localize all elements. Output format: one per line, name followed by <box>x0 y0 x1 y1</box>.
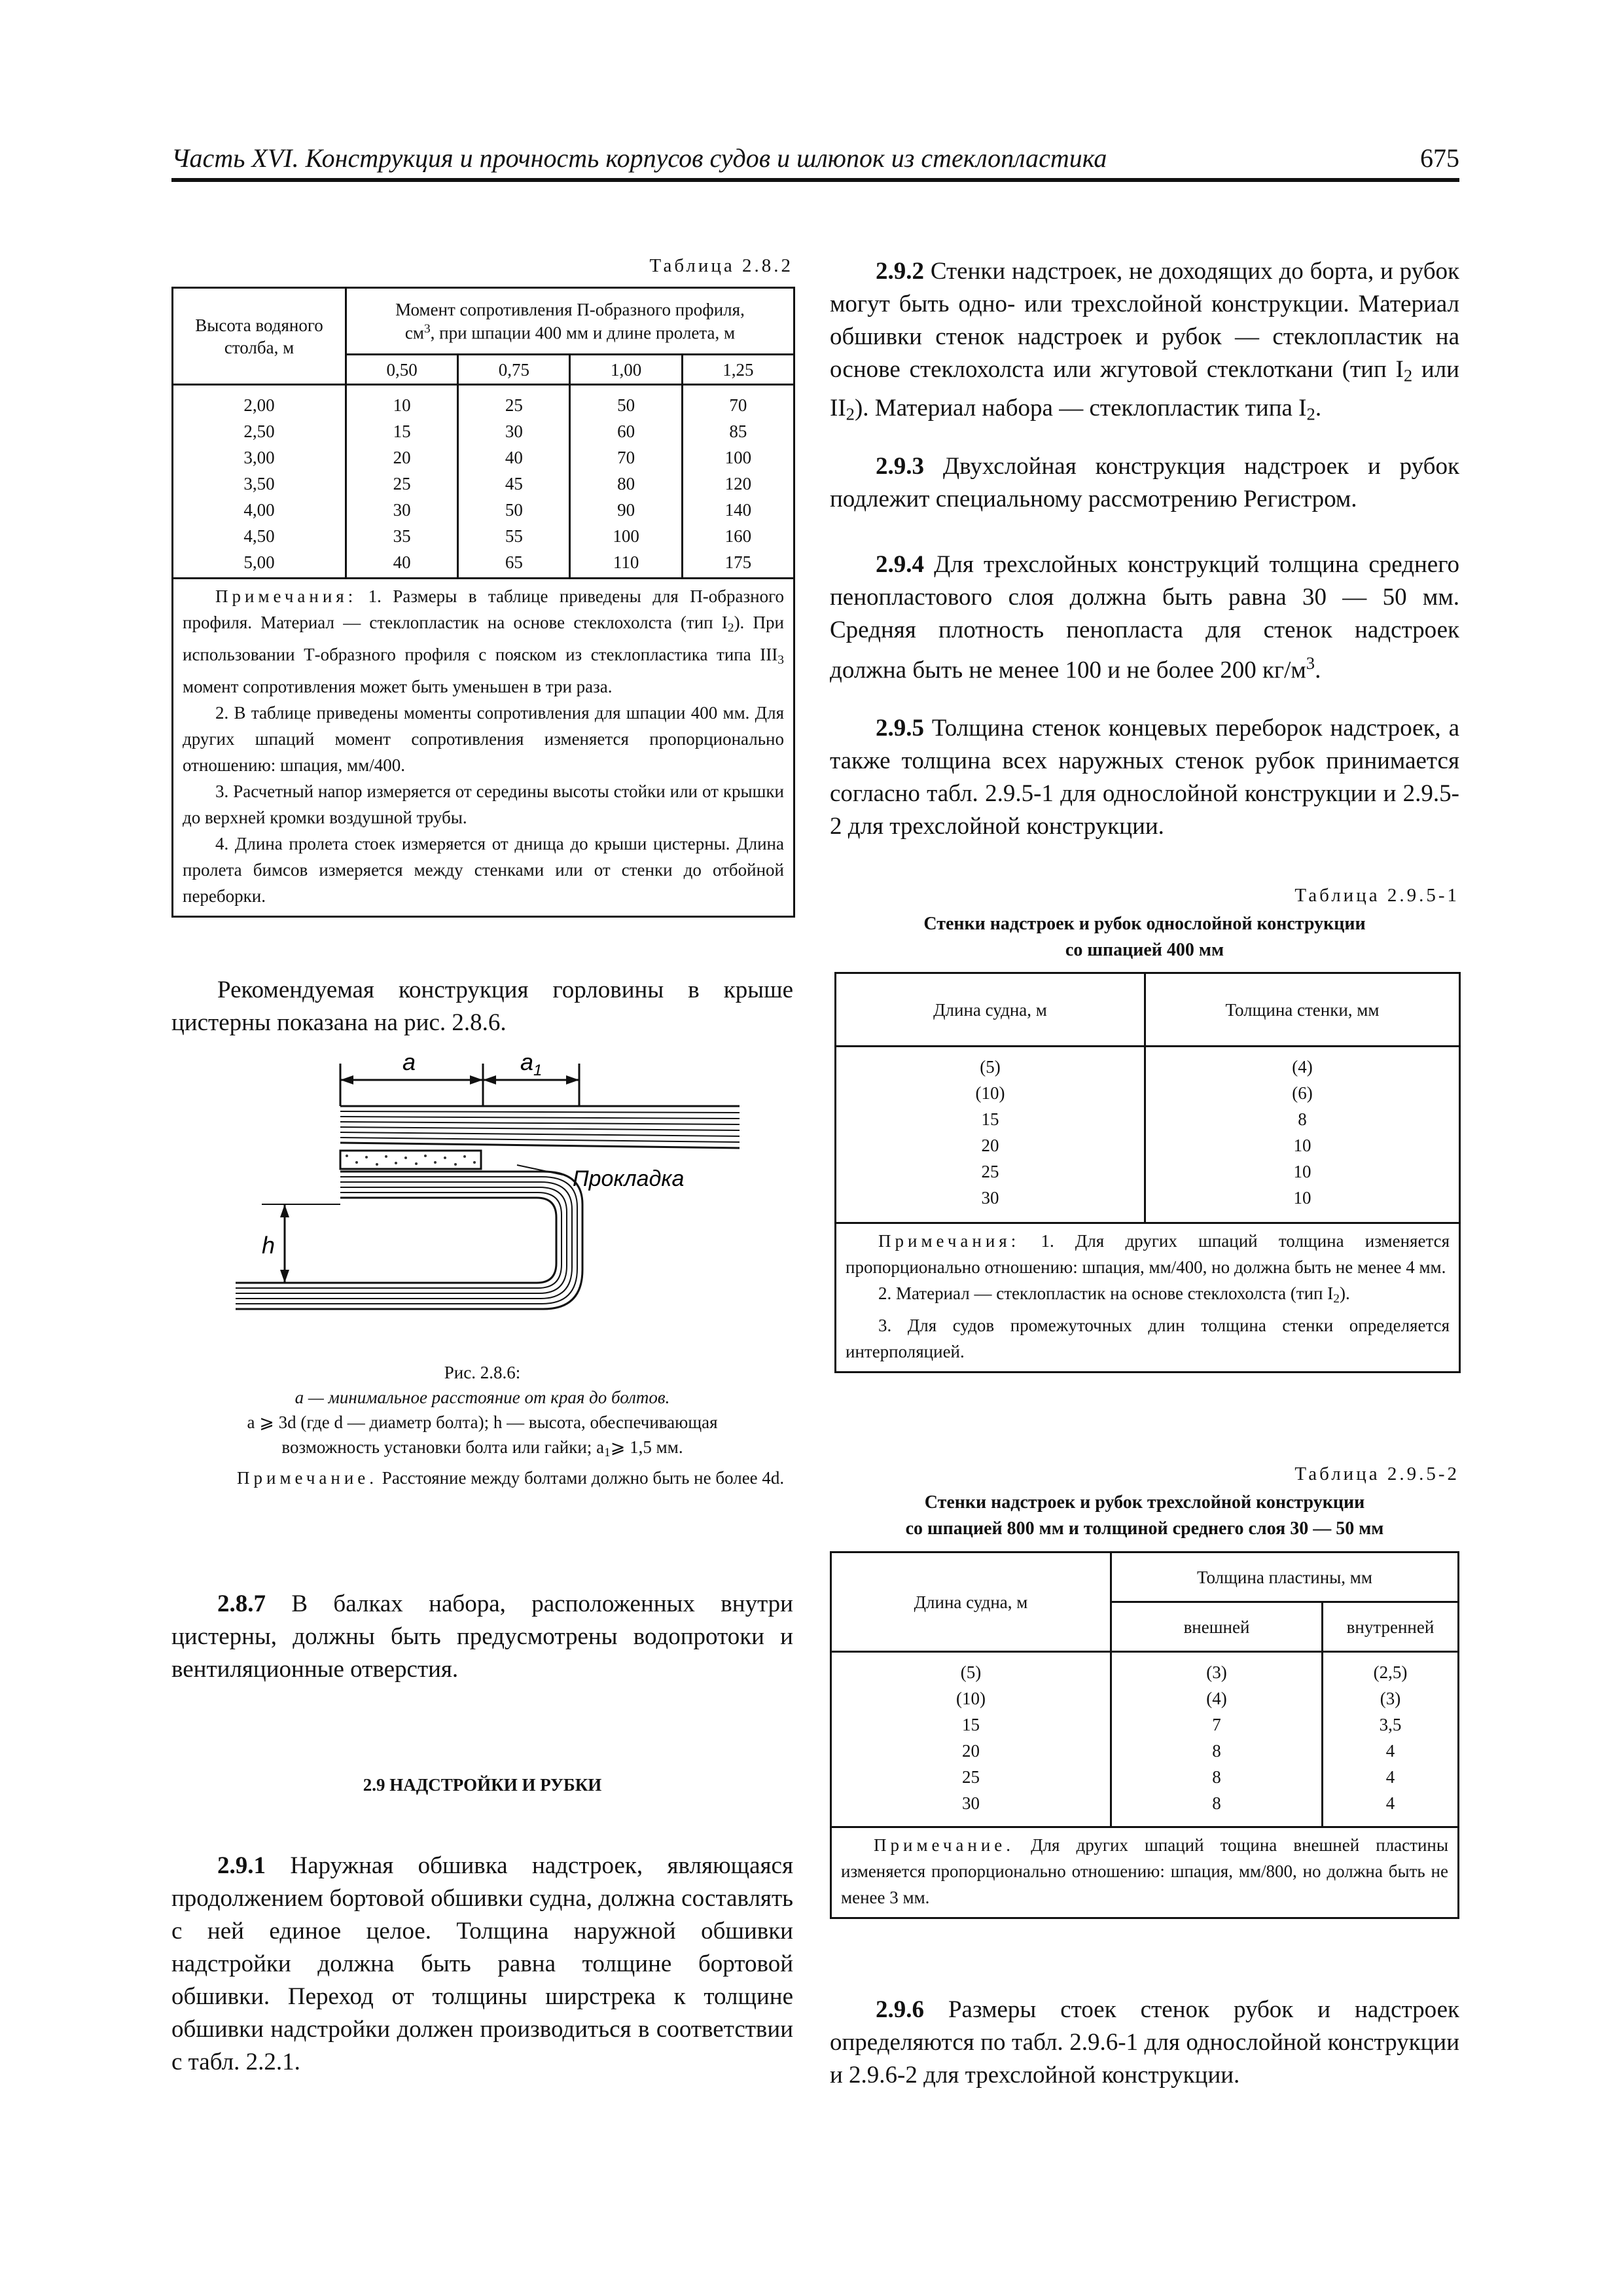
paragraph-recommend: Рекомендуемая конструкция горловины в крыше цистерны показана на рис. 2.8.6. <box>171 977 793 1036</box>
table-header-group: Момент сопротивления П-образного профиля, $см^3$, при шпации 400 мм и длине пролета, м <box>346 288 794 355</box>
paragraph-2-9-5: 2.9.5 Толщина стенок концевых переборок надстроек, а также толщина всех наружных стенок рубок принимается согласно табл. 2.9.5-1 для однослойной конструкции и 2.9.5-2 для трехслойной конструкции. <box>830 715 1459 840</box>
arrow-head <box>470 1075 483 1085</box>
table-column-values: (3) (4) 7 8 8 8 <box>1111 1652 1323 1827</box>
table-2-8-2-caption: Таблица 2.8.2 <box>649 255 793 276</box>
table-2-9-5-2-title: Стенки надстроек и рубок трехслойной конструкции со шпацией 800 мм и толщиной среднего слоя 30 — 50 мм <box>905 1492 1384 1539</box>
paragraph-2-9-1: 2.9.1 Наружная обшивка надстроек, являющаяся продолжением бортовой обшивки судна, должна составлять с ней единое целое. Толщина наружной обшивки надстройки должна быть равна толщине бортовой обшивки. Переход от толщины ширстрека к толщине обшивки надстройки должен производиться в соответствии с табл. 2.2.1. <box>171 1852 793 2075</box>
table-2-9-5-1 <box>834 972 1461 1373</box>
gasket <box>340 1151 481 1169</box>
table-header-group: Толщина пластины, мм <box>1111 1552 1459 1602</box>
label-a1: $a_1$ <box>520 1049 543 1079</box>
table-column-values: 25 30 40 45 50 55 65 <box>458 385 570 579</box>
table-header-height: Высота водяного столба, м <box>173 288 346 385</box>
table-2-9-5-2-caption: Таблица 2.9.5-2 <box>1294 1463 1459 1484</box>
paragraph-2-9-2: 2.9.2 Стенки надстроек, не доходящих до борта, и рубок могут быть одно- или трехслойной конструкции. Материал обшивки стенок надстроек и рубок — стеклопластик на основе стеклохолста или жгутовой стеклоткани (тип $I_2$ или $II_2$). Материал набора — стеклопластик типа $I_2$. <box>830 258 1459 424</box>
table-2-9-5-2 <box>830 1551 1459 1919</box>
table-header-length: Длина судна, м <box>831 1552 1111 1652</box>
paragraph-2-8-7: 2.8.7 В балках набора, расположенных внутри цистерны, должны быть предусмотрены водопротоки и вентиляционные отверстия. <box>171 1590 793 1683</box>
figure-2-8-6 <box>223 1041 759 1342</box>
table-column-values: (2,5) (3) 3,5 4 4 4 <box>1323 1652 1459 1827</box>
table-column-values: 70 85 100 120 140 160 175 <box>682 385 794 579</box>
arrow-head <box>566 1075 579 1085</box>
label-h: h <box>262 1232 276 1259</box>
table-notes: Примечание. Для других шпаций тощина внешней пластины изменяется пропорционально отношению: шпация, мм/800, но должна быть не менее 3 мм. <box>831 1827 1459 1918</box>
section-heading: 2.9 НАДСТРОЙКИ И РУБКИ <box>363 1775 602 1795</box>
table-header-outer: внешней <box>1111 1602 1323 1652</box>
header-rule <box>171 178 1459 182</box>
table-2-8-2 <box>171 287 795 918</box>
paragraph-2-9-6: 2.9.6 Размеры стоек стенок рубок и надстроек определяются по табл. 2.9.6-1 для однослойной конструкции и 2.9.6-2 для трехслойной конструкции. <box>830 1996 1459 2089</box>
cover-laminate <box>340 1106 740 1148</box>
table-header-span: 0,50 <box>346 355 458 385</box>
page-number: 675 <box>1420 143 1459 173</box>
table-column-values: (4) (6) 8 10 10 10 <box>1145 1047 1460 1223</box>
table-header-span: 1,00 <box>570 355 682 385</box>
table-column-values: 2,00 2,50 3,00 3,50 4,00 4,50 5,00 <box>173 385 346 579</box>
table-header-thickness: Толщина стенки, мм <box>1145 973 1460 1047</box>
table-column-values: 10 15 20 25 30 35 40 <box>346 385 458 579</box>
label-a: a <box>402 1049 416 1075</box>
table-header-span: 0,75 <box>458 355 570 385</box>
label-gasket: Прокладка <box>573 1166 685 1191</box>
table-column-values: (5) (10) 15 20 25 30 <box>836 1047 1145 1223</box>
arrow-head <box>340 1075 353 1085</box>
table-header-span: 1,25 <box>682 355 794 385</box>
figure-caption: Рис. 2.8.6: a — минимальное расстояние от края до болтов. a ⩾ 3d (где d — диаметр болта); h — высота, обеспечивающая возможность установки болта или гайки; $a_1⩾$ 1,5 мм. Примечание. Расстояние между болтами должно быть не более 4d. <box>237 1363 785 1488</box>
paragraph-2-9-4: 2.9.4 Для трехслойных конструкций толщина среднего пенопластового слоя должна быть равна 30 — 50 мм. Средняя плотность пенопласта для стенок надстроек должна быть не менее 100 и не более 200 $кг/м^3$. <box>830 551 1459 684</box>
flange-laminate <box>236 1172 582 1309</box>
table-2-9-5-1-title: Стенки надстроек и рубок однослойной конструкции со шпацией 400 мм <box>923 914 1366 960</box>
running-header <box>171 143 1459 175</box>
table-notes: Примечания: 1. Для других шпаций толщина изменяется пропорционально отношению: шпация, мм/400, но должна быть не менее 4 мм. 2. Материал — стеклопластик на основе стеклохолста (тип $I_2$). 3. Для судов промежуточных длин толщина стенки определяется интерполяцией. <box>836 1223 1460 1372</box>
table-header-inner: внутренней <box>1323 1602 1459 1652</box>
table-header-length: Длина судна, м <box>836 973 1145 1047</box>
arrow-head <box>280 1204 289 1217</box>
table-column-values: (5) (10) 15 20 25 30 <box>831 1652 1111 1827</box>
table-column-values: 50 60 70 80 90 100 110 <box>570 385 682 579</box>
paragraph-2-9-3: 2.9.3 Двухслойная конструкция надстроек и рубок подлежит специальному рассмотрению Регистром. <box>830 453 1459 512</box>
arrow-head <box>483 1075 496 1085</box>
table-2-9-5-1-caption: Таблица 2.9.5-1 <box>1294 885 1459 906</box>
table-notes: Примечания: 1. Размеры в таблице приведены для П-образного профиля. Материал — стеклопластик на основе стеклохолста (тип $I_2$). При использовании Т-образного профиля с пояском из стеклопластика типа $III_3$ момент сопротивления может быть уменьшен в три раза. 2. В таблице приведены моменты сопротивления для шпации 400 мм. Для других шпаций момент сопротивления изменяется пропорционально отношению: шпация, мм/400. 3. Расчетный напор измеряется от середины высоты стойки или от крышки до верхней кромки воздушной трубы. 4. Длина пролета стоек измеряется от днища до крыши цистерны. Длина пролета бимсов измеряется между стенками или от стенки до отбойной переборки. <box>173 579 794 917</box>
running-title: Часть XVI. Конструкция и прочность корпусов судов и шлюпок из стеклопластика <box>171 143 1107 173</box>
arrow-head <box>280 1270 289 1283</box>
